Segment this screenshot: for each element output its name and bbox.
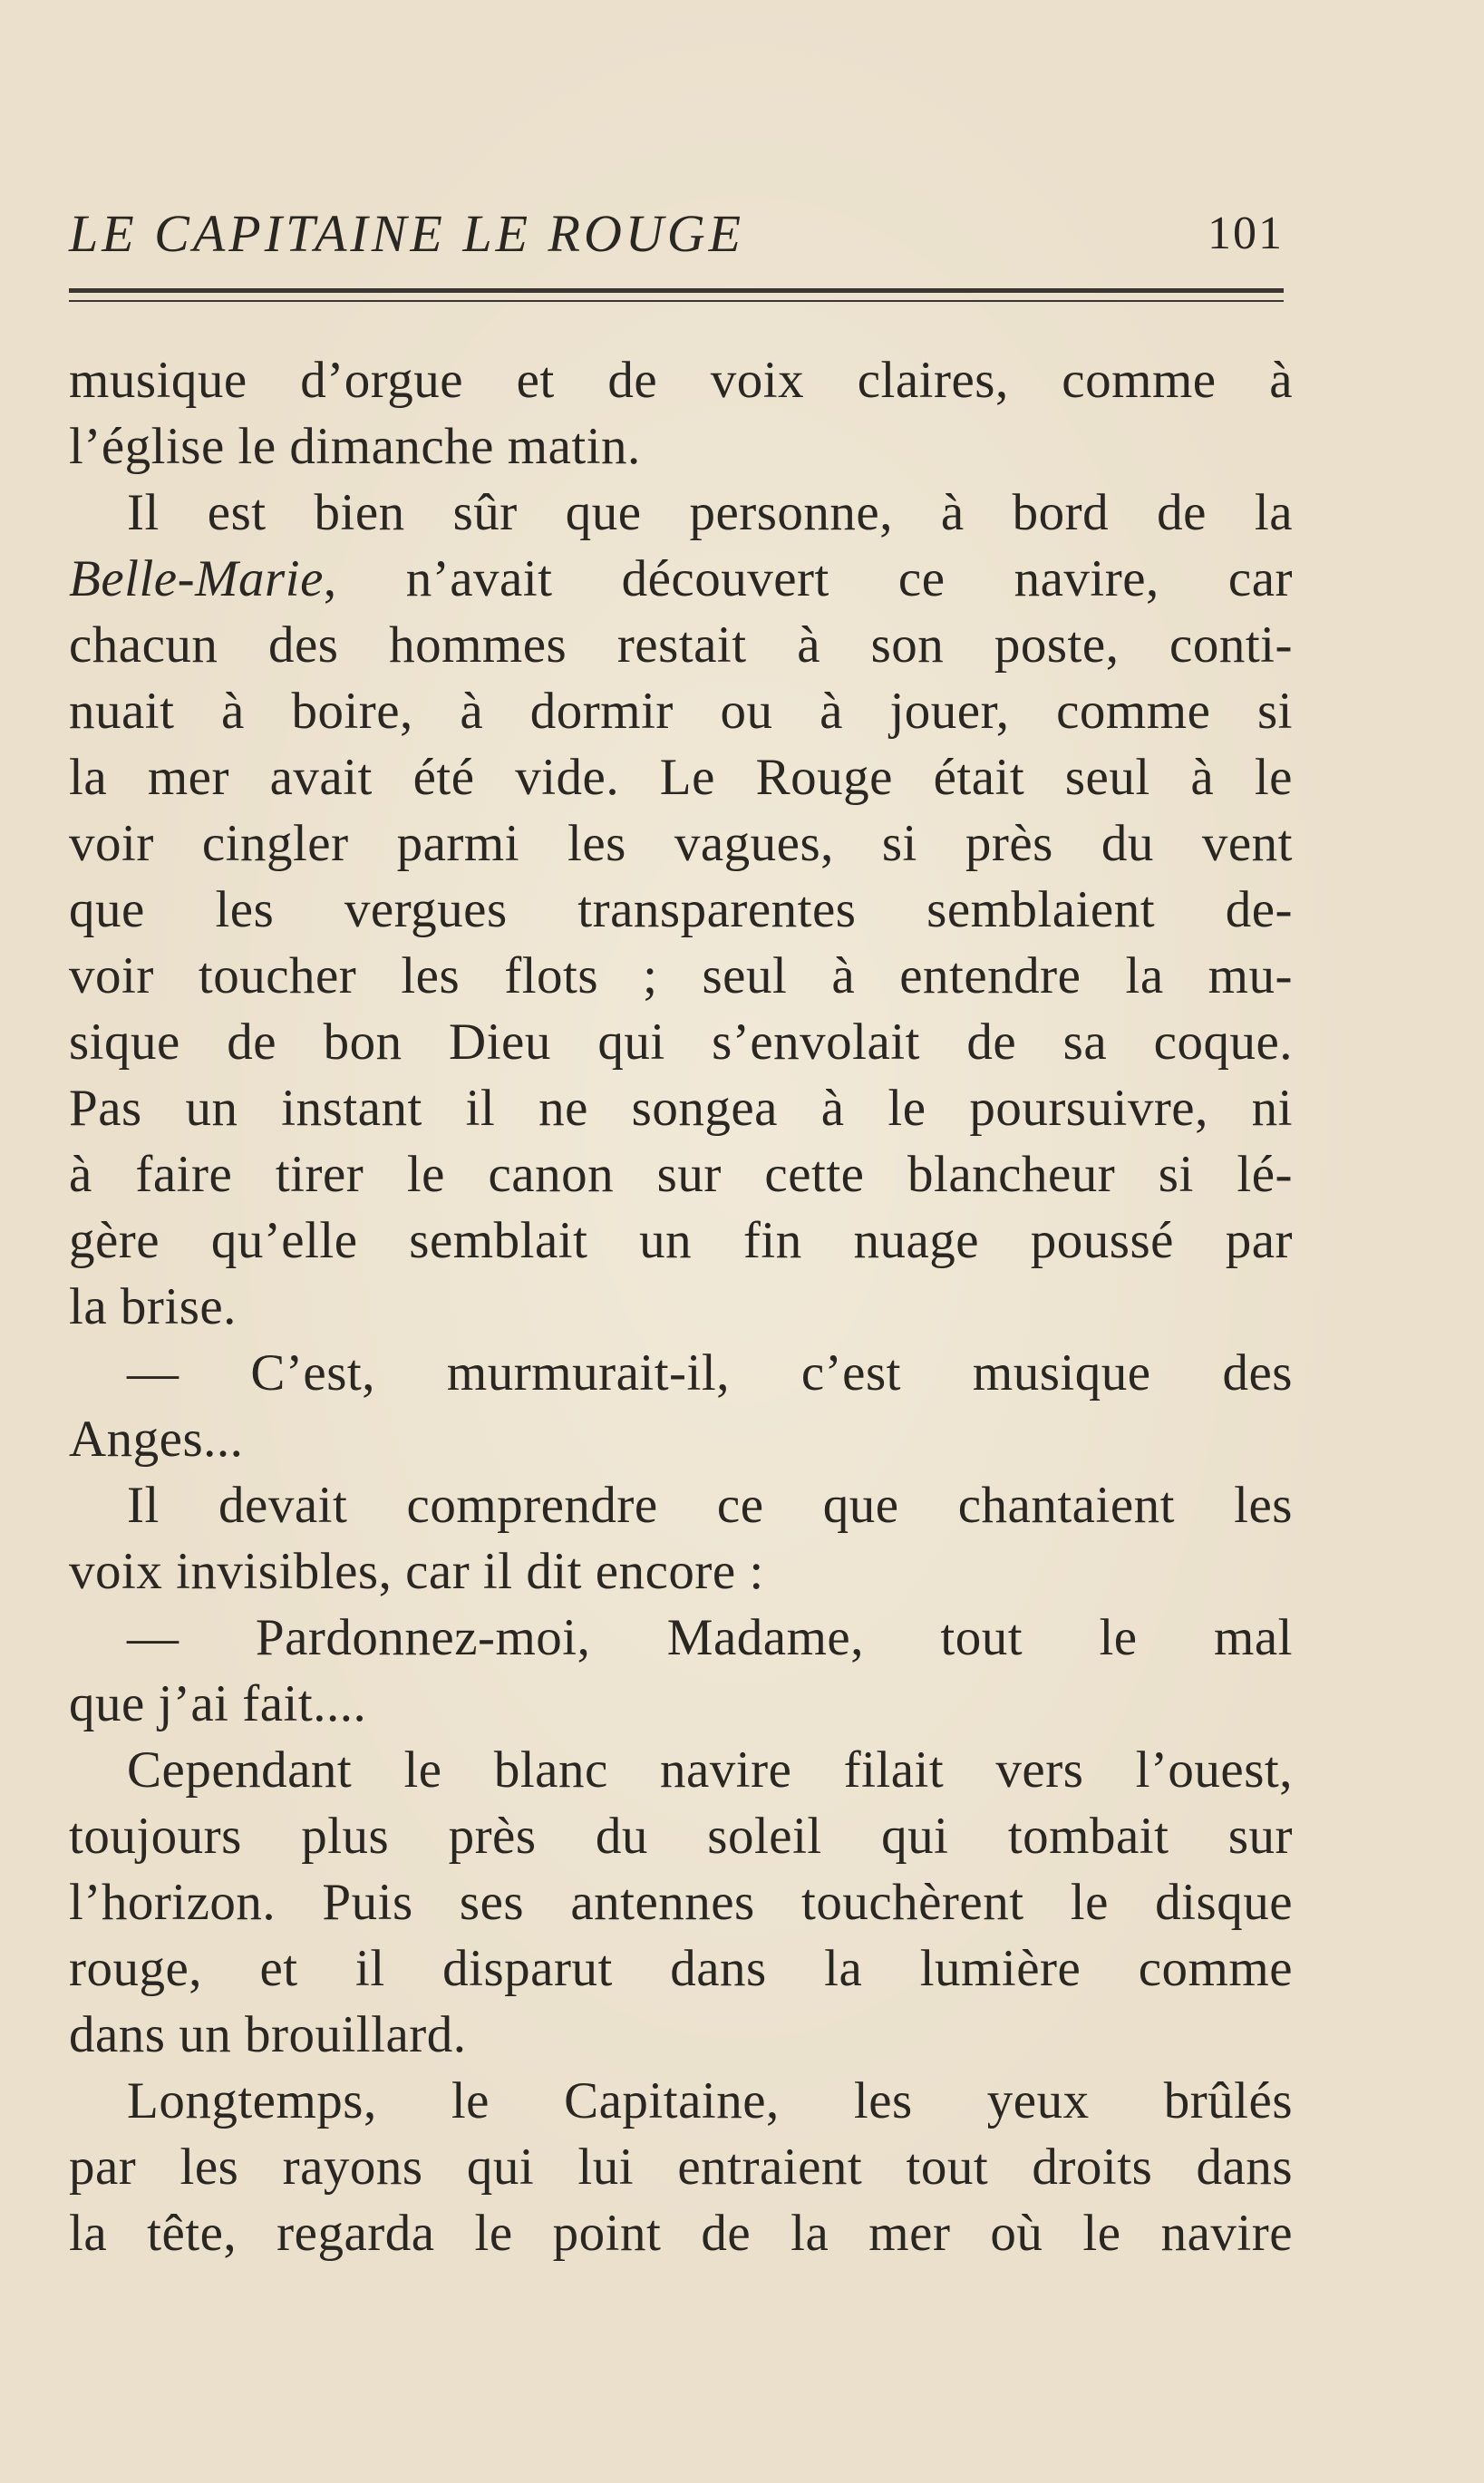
text-line: que j’ai fait.... [69,1675,367,1732]
running-title: LE CAPITAINE LE ROUGE [69,204,745,263]
text-line: musique d’orgue et de voix claires, comme à [69,352,1293,409]
header-rule-thick [69,288,1284,293]
text-line: voix invisibles, car il dit encore : [69,1543,764,1600]
page-header [69,201,1284,267]
text-line: — Pardonnez-moi, Madame, tout le mal [127,1609,1293,1666]
text-fragment: , n’avait découvert ce navire, car [323,550,1293,607]
text-line: par les rayons qui lui entraient tout droits dans [69,2139,1293,2196]
text-line: l’église le dimanche matin. [69,418,641,475]
text-line: Cependant le blanc navire filait vers l’ouest, [127,1741,1293,1799]
text-line: Il est bien sûr que personne, à bord de la [127,484,1293,541]
text-line: sique de bon Dieu qui s’envolait de sa coque. [69,1014,1293,1071]
text-line: toujours plus près du soleil qui tombait sur [69,1808,1293,1865]
header-rule-thin [69,300,1284,302]
text-line: Pas un instant il ne songea à le poursuivre, ni [69,1080,1293,1137]
text-line: — C’est, murmurait-il, c’est musique des [127,1344,1293,1402]
text-line: Il devait comprendre ce que chantaient les [127,1477,1293,1534]
text-line: la tête, regarda le point de la mer où le navire [69,2205,1293,2262]
text-line: l’horizon. Puis ses antennes touchèrent le disque [69,1874,1293,1931]
text-line: dans un brouillard. [69,2006,467,2063]
text-line: nuait à boire, à dormir ou à jouer, comme si [69,683,1293,740]
body-text [69,347,1293,2266]
text-line: gère qu’elle semblait un fin nuage poussé par [69,1212,1293,1269]
text-line: la brise. [69,1278,237,1335]
text-line [69,546,1293,612]
text-line: que les vergues transparentes semblaient de- [69,881,1293,938]
text-line: voir toucher les flots ; seul à entendre la mu- [69,947,1293,1004]
text-line: chacun des hommes restait à son poste, conti- [69,616,1293,674]
text-line: Longtemps, le Capitaine, les yeux brûlés [127,2072,1293,2129]
text-line: la mer avait été vide. Le Rouge était seul à le [69,749,1293,806]
text-line: Anges... [69,1411,244,1468]
ship-name: Belle-Marie [69,550,324,607]
page-number: 101 [1208,208,1284,259]
text-line: voir cingler parmi les vagues, si près du vent [69,815,1293,872]
text-line: rouge, et il disparut dans la lumière comme [69,1940,1293,1997]
text-line: à faire tirer le canon sur cette blancheur si lé- [69,1146,1293,1203]
